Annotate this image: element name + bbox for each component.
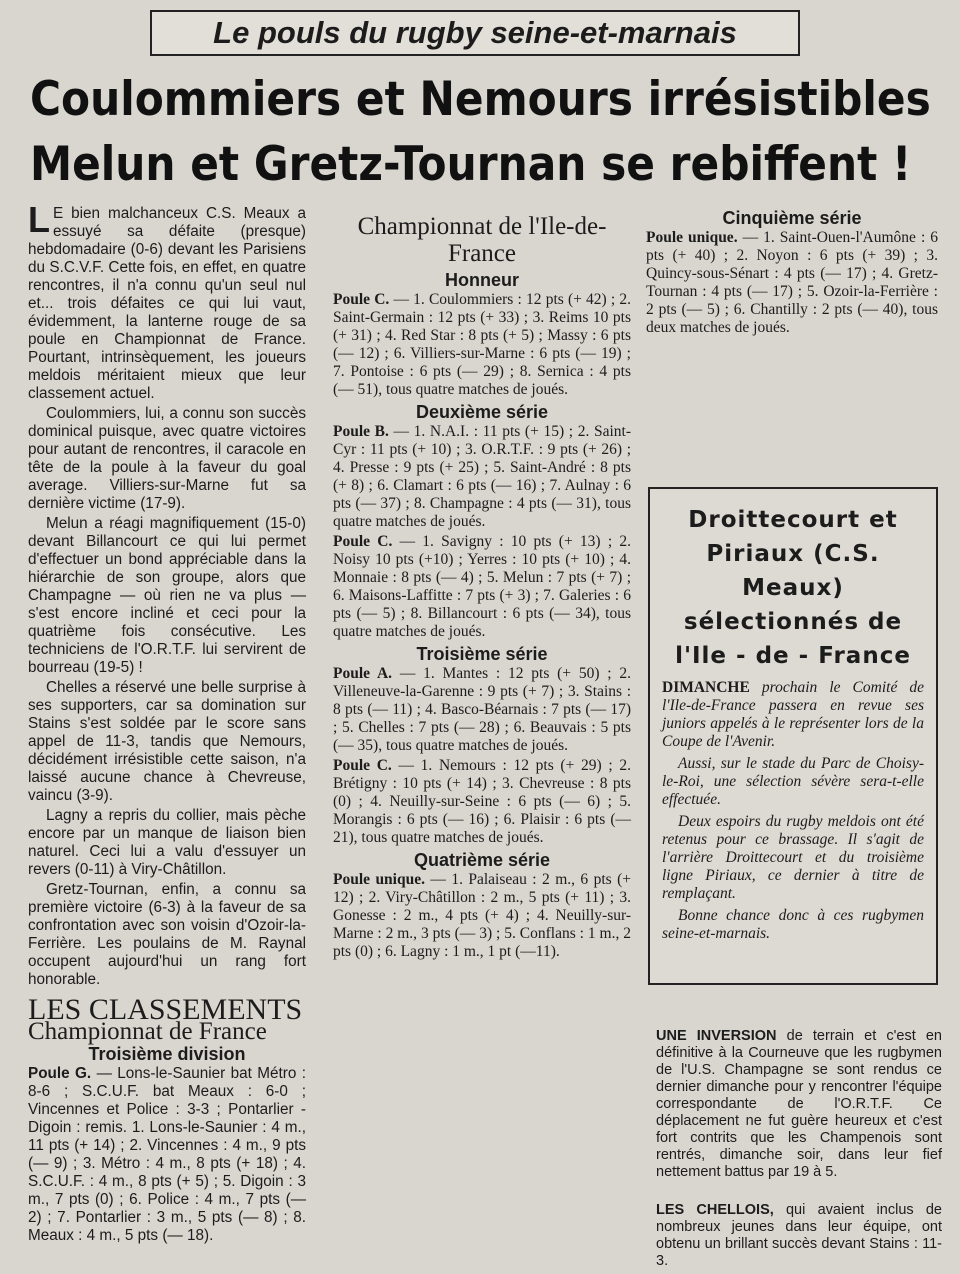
dropcap: L	[28, 199, 50, 240]
poule-label: Poule C.	[333, 291, 390, 308]
poule-label: Poule C.	[333, 533, 393, 550]
poule-results: — 1. Nemours : 12 pts (+ 29) ; 2. Brétigny : 10 pts (+ 14) ; 3. Chevreuse : 8 pts (0) ; 4. Neuilly-sur-Seine : 6 pts (— 6) ; 5. Morangis : 6 pts (— 16) ; 6. Plaisir : 6 pts (— 21), tous quatre matches de joués.	[333, 757, 631, 846]
column-3	[646, 205, 938, 339]
poule-results: — Lons-le-Saunier bat Métro : 8-6 ; S.C.U.F. bat Meaux : 6-0 ; Vincennes et Police : 3-3 ; Pontarlier - Digoin : remis. 1. Lons-le-Saunier : 4 m., 11 pts (+ 14) ; 2. Vincennes : 4 m., 9 pts (— 9) ; 3. Métro : 4 m., 8 pts (+ 18) ; 4. S.C.U.F. : 4 m., 8 pts (+ 5) ; 5. Digoin : 3 m., 7 pts (0) ; 6. Police : 4 m., 7 pts (— 2) ; 7. Pontarlier : 3 m., 5 pts (— 8) ; 8. Meaux : 4 m., 5 pts (— 18).	[28, 1065, 307, 1244]
box-lead: DIMANCHE	[662, 679, 750, 696]
column-1	[28, 199, 307, 1247]
poule-results: — 1. N.A.I. : 11 pts (+ 15) ; 2. Saint-Cyr : 11 pts (+ 10) ; 3. O.R.T.F. : 9 pts (+ 26) ; 4. Presse : 9 pts (+ 25) ; 5. Saint-André : 8 pts (+ 8) ; 6. Clamart : 6 pts (— 16) ; 7. Aulnay : 6 pts (— 37) ; 8. Champagne : 4 pts (— 31), tous quatre matches de joués.	[333, 423, 631, 530]
poule-results: — 1. Savigny : 10 pts (+ 13) ; 2. Noisy 10 pts (+10) ; Yerres : 10 pts (+ 10) ; 4. Monnaie : 8 pts (— 4) ; 5. Melun : 7 pts (+ 7) ; 6. Maisons-Laffitte : 7 pts (+ 3) ; 7. Galeries : 6 pts (— 5) ; 8. Billancourt : 6 pts (— 34), tous quatre matches de joués.	[333, 533, 631, 640]
box-paragraph: Deux espoirs du rugby meldois ont été retenus pour ce brassage. Il s'agit de l'arrière Droittecourt et du troisième ligne Piriaux, ce dernier à titre de remplaçant.	[662, 813, 924, 902]
poule-results: — 1. Mantes : 12 pts (+ 50) ; 2. Villeneuve-la-Garenne : 9 pts (+ 7) ; 3. Stains : 8 pts (— 11) ; 4. Basco-Béarnais : 7 pts (— 17) ; 5. Chelles : 7 pts (— 28) ; 6. Beauvais : 5 pts (— 35), tous quatre matches de joués.	[333, 665, 631, 754]
idf-title: Championnat de l'Ile-de-France	[357, 213, 607, 267]
brief-lead: LES CHELLOIS,	[656, 1202, 774, 1218]
selection-box	[648, 487, 938, 985]
article-paragraph: Lagny a repris du collier, mais pèche encore par un manque de liaison bien naturel. Ceci lui a valu d'essuyer un revers (0-11) à Viry-Châtillon.	[28, 807, 306, 878]
honneur-heading: Honneur	[445, 270, 519, 290]
box-paragraph: Aussi, sur le stade du Parc de Choisy-le-Roi, une sélection sévère sera-t-elle effectuée.	[662, 755, 924, 808]
box-paragraph: prochain le Comité de l'Ile-de-France passera en revue ses juniors appelés à le représenter lors de la Coupe de l'Avenir.	[662, 679, 924, 750]
article-paragraph: E bien malchanceux C.S. Meaux a essuyé sa défaite (presque) hebdomadaire (0-6) devant les Parisiens du S.C.V.F. Cette fois, en effet, en quatre rencontres, il n'a connu qu'un seul nul et... trois défaites ce qui lui vaut, évidemment, la lanterne rouge de sa poule en Championnat de France. Pourtant, intrinsèquement, les joueurs meldois méritaient mieux que leur classement actuel.	[28, 205, 306, 402]
article-paragraph: Melun a réagi magnifiquement (15-0) devant Billancourt ce qui lui permet d'effectuer un bond appréciable dans la hiérarchie de son groupe, alors que Champagne — où rien ne va plus — s'est encore incliné et ceci pour la quatrième fois consécutive. Les techniciens de l'O.R.T.F. lui servirent de bourreau (19-5) !	[28, 515, 306, 676]
troisieme-heading: Troisième série	[416, 644, 548, 664]
brief-inversion	[656, 1028, 942, 1181]
poule-results: — 1. Palaiseau : 2 m., 6 pts (+ 12) ; 2. Viry-Châtillon : 2 m., 5 pts (+ 11) ; 3. Gonesse : 2 m., 4 pts (+ 4) ; 4. Neuilly-sur-Marne : 2 m., 3 pts (— 3) ; 5. Conflans : 1 m., 2 pts (0) ; 6. Lagny : 1 m., 1 pt (—11).	[333, 871, 631, 960]
article-paragraph: Gretz-Tournan, enfin, a connu sa première victoire (6-3) à la faveur de sa confrontation avec son voisin d'Ozoir-la-Ferrière. Les poulains de M. Raynal occupent aujourd'hui un rang fort honorable.	[28, 881, 306, 988]
poule-label: Poule G.	[28, 1065, 92, 1082]
article-paragraph: Coulommiers, lui, a connu son succès dominical puisque, avec quatre victoires pour autant de rencontres, il caracole en tête de la poule à la faveur du goal average. Villiers-sur-Marne fut sa dernière victime (17-9).	[28, 405, 306, 512]
classements-subtitle: Championnat de France	[28, 1018, 267, 1045]
poule-results: — 1. Saint-Ouen-l'Aumône : 6 pts (+ 40) ; 2. Noyon : 6 pts (+ 39) ; 3. Quincy-sous-Sénart : 4 pts (— 17) ; 4. Gretz-Tournan : 4 pts (— 17) ; 5. Ozoir-la-Ferrière : 2 pts (— 5) ; 6. Chantilly : 2 pts (— 40), tous deux matches de joués.	[646, 229, 938, 336]
poule-label: Poule C.	[333, 757, 392, 774]
brief-text: de terrain et c'est en définitive à la Courneuve que les rugbymen de l'U.S. Champagne se sont rendus ce dernier dimanche pour y rencontrer l'équipe correspondante de l'O.R.T.F. Ce déplacement ne fut guère heureux et c'est fort contrits que les Champenois sont rentrés, dimanche soir, dans leur fief nettement battus par 19 à 5.	[656, 1028, 942, 1180]
box-title: Droittecourt et Piriaux (C.S. Meaux) sélectionnés de l'Ile - de - France	[675, 507, 911, 669]
poule-label: Poule A.	[333, 665, 393, 682]
poule-label: Poule unique.	[333, 871, 425, 888]
classements-title: LES CLASSEMENTS	[28, 993, 303, 1026]
division-heading: Troisième division	[88, 1044, 246, 1064]
column-2	[333, 205, 631, 963]
quatrieme-heading: Quatrième série	[413, 850, 551, 870]
cinquieme-heading: Cinquième série	[722, 208, 862, 228]
kicker: Le pouls du rugby seine-et-marnais	[150, 10, 800, 56]
brief-lead: UNE INVERSION	[656, 1028, 777, 1044]
poule-label: Poule B.	[333, 423, 389, 440]
poule-results: — 1. Coulommiers : 12 pts (+ 42) ; 2. Saint-Germain : 12 pts (+ 33) ; 3. Reims 10 pts (+ 31) ; 4. Red Star : 8 pts (+ 5) ; Massy : 6 pts (— 12) ; 6. Villiers-sur-Marne : 6 pts (— 19) ; 7. Pontoise : 6 pts (— 29) ; 8. Sernica : 4 pts (— 51), tous quatre matches de joués.	[333, 291, 632, 398]
brief-chellois	[656, 1202, 942, 1270]
article-paragraph: Chelles a réservé une belle surprise à ses supporters, car sa domination sur Stains s'est soldée par le score sans appel de 11-3, tandis que Nemours, décidément irrésistible cette saison, n'a laissé aucune chance à Chevreuse, vaincu (3-9).	[28, 679, 306, 804]
brief-text: qui avaient inclus de nombreux jeunes dans leur équipe, ont obtenu un brillant succès devant Stains : 11-3.	[656, 1202, 942, 1269]
deuxieme-heading: Deuxième série	[415, 402, 549, 422]
box-body	[662, 679, 924, 943]
poule-label: Poule unique.	[646, 229, 738, 246]
headline-line-2: Melun et Gretz-Tournan se rebiffent !	[30, 137, 912, 192]
headline-line-1: Coulommiers et Nemours irrésistibles	[30, 72, 931, 127]
box-paragraph: Bonne chance donc à ces rugbymen seine-et-marnais.	[662, 907, 924, 942]
